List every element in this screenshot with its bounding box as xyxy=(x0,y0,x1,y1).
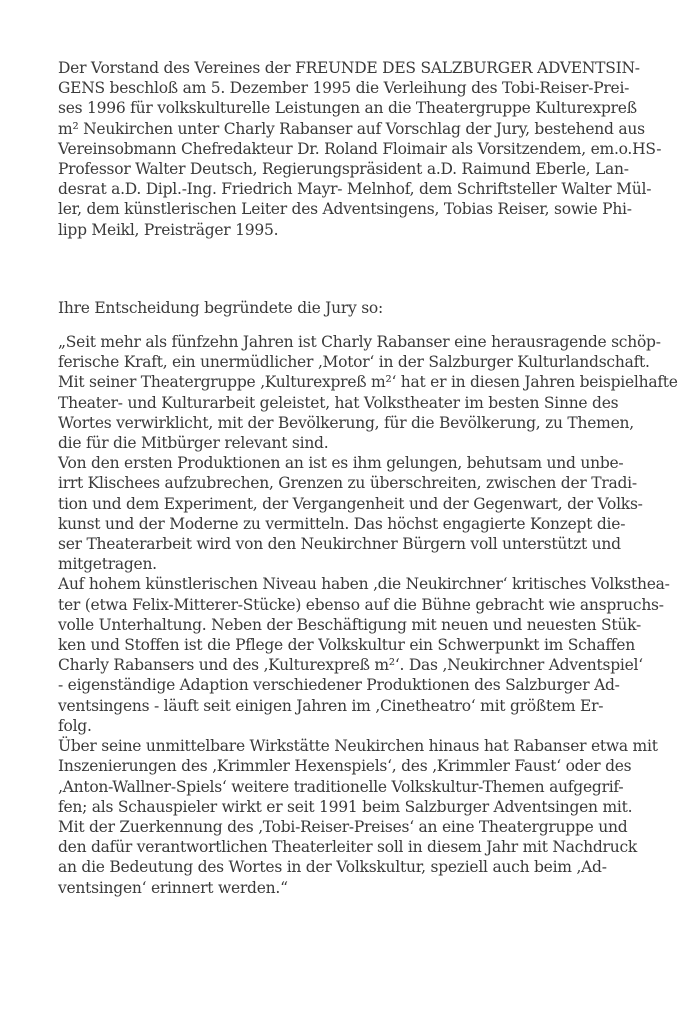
text-line: Charly Rabansers und des ‚Kulturexpreß m²‘. Das ‚Neukirchner Adventspiel‘ xyxy=(58,656,643,675)
text-line: kunst und der Moderne zu vermitteln. Das höchst engagierte Konzept die- xyxy=(58,514,626,533)
text-line: tion und dem Experiment, der Vergangenheit und der Gegenwart, der Volks- xyxy=(58,494,643,513)
text-line: lipp Meikl, Preisträger 1995. xyxy=(58,220,279,239)
text-line: - eigenständige Adaption verschiedener Produktionen des Salzburger Ad- xyxy=(58,676,620,695)
text-line: ferische Kraft, ein unermüdlicher ‚Motor‘ in der Salzburger Kulturlandschaft. xyxy=(58,353,650,372)
announcement-paragraph xyxy=(58,58,670,240)
spacer xyxy=(58,240,670,298)
text-line: Auf hohem künstlerischen Niveau haben ‚die Neukirchner‘ kritisches Volksthea- xyxy=(58,575,670,594)
text-line: irrt Klischees aufzubrechen, Grenzen zu überschreiten, zwischen der Tradi- xyxy=(58,474,637,493)
text-line: Ihre Entscheidung begründete die Jury so: xyxy=(58,298,383,317)
text-line: ses 1996 für volkskulturelle Leistungen an die Theatergruppe Kulturexpreß xyxy=(58,99,637,118)
text-line: Über seine unmittelbare Wirkstätte Neukirchen hinaus hat Rabanser etwa mit xyxy=(58,737,658,756)
text-line: Der Vorstand des Vereines der FREUNDE DES SALZBURGER ADVENTSIN- xyxy=(58,59,640,77)
text-line: folg. xyxy=(58,716,92,735)
text-line: ventsingen‘ erinnert werden.“ xyxy=(58,878,288,897)
text-line: an die Bedeutung des Wortes in der Volkskultur, speziell auch beim ‚Ad- xyxy=(58,858,607,877)
text-line: ken und Stoffen ist die Pflege der Volkskultur ein Schwerpunkt im Schaffen xyxy=(58,636,635,655)
jury-quote xyxy=(58,332,678,898)
text-line: m² Neukirchen unter Charly Rabanser auf Vorschlag der Jury, bestehend aus xyxy=(58,119,645,138)
text-line: „Seit mehr als fünfzehn Jahren ist Charly Rabanser eine herausragende schöp- xyxy=(58,333,661,352)
text-line: Inszenierungen des ‚Krimmler Hexenspiels‘, des ‚Krimmler Faust‘ oder des xyxy=(58,757,632,776)
spacer xyxy=(58,318,670,332)
text-line: Mit seiner Theatergruppe ‚Kulturexpreß m²‘ hat er in diesen Jahren beispielhafte xyxy=(58,373,678,392)
text-line: ser Theaterarbeit wird von den Neukirchner Bürgern voll unterstützt und xyxy=(58,535,621,554)
text-line: fen; als Schauspieler wirkt er seit 1991 beim Salzburger Adventsingen mit. xyxy=(58,797,633,816)
text-line: Von den ersten Produktionen an ist es ihm gelungen, behutsam und unbe- xyxy=(58,454,624,473)
text-line: Vereinsobmann Chefredakteur Dr. Roland Floimair als Vorsitzendem, em.o.HS- xyxy=(58,139,662,158)
text-line: ventsingens - läuft seit einigen Jahren im ‚Cinetheatro‘ mit größtem Er- xyxy=(58,696,604,715)
text-line: den dafür verantwortlichen Theaterleiter soll in diesem Jahr mit Nachdruck xyxy=(58,838,638,857)
text-line: ter (etwa Felix-Mitterer-Stücke) ebenso auf die Bühne gebracht wie anspruchs- xyxy=(58,595,664,614)
text-line: volle Unterhaltung. Neben der Beschäftigung mit neuen und neuesten Stük- xyxy=(58,615,641,634)
text-line: die für die Mitbürger relevant sind. xyxy=(58,434,329,453)
text-line: Wortes verwirklicht, mit der Bevölkerung, für die Bevölkerung, zu Themen, xyxy=(58,413,634,432)
text-line: Mit der Zuerkennung des ‚Tobi-Reiser-Preises‘ an eine Theatergruppe und xyxy=(58,817,628,836)
text-line: ler, dem künstlerischen Leiter des Adventsingens, Tobias Reiser, sowie Phi- xyxy=(58,200,632,219)
text-line: GENS beschloß am 5. Dezember 1995 die Verleihung des Tobi-Reiser-Prei- xyxy=(58,79,630,98)
text-line: Theater- und Kulturarbeit geleistet, hat Volkstheater im besten Sinne des xyxy=(58,393,619,412)
text-line: ‚Anton-Wallner-Spiels‘ weitere traditionelle Volkskultur-Themen aufgegrif- xyxy=(58,777,624,796)
document-page xyxy=(58,58,678,898)
text-line: Professor Walter Deutsch, Regierungspräsident a.D. Raimund Eberle, Lan- xyxy=(58,160,629,179)
text-line: mitgetragen. xyxy=(58,555,157,574)
text-line: desrat a.D. Dipl.-Ing. Friedrich Mayr- Melnhof, dem Schriftsteller Walter Mül- xyxy=(58,180,652,199)
jury-intro xyxy=(58,298,670,318)
